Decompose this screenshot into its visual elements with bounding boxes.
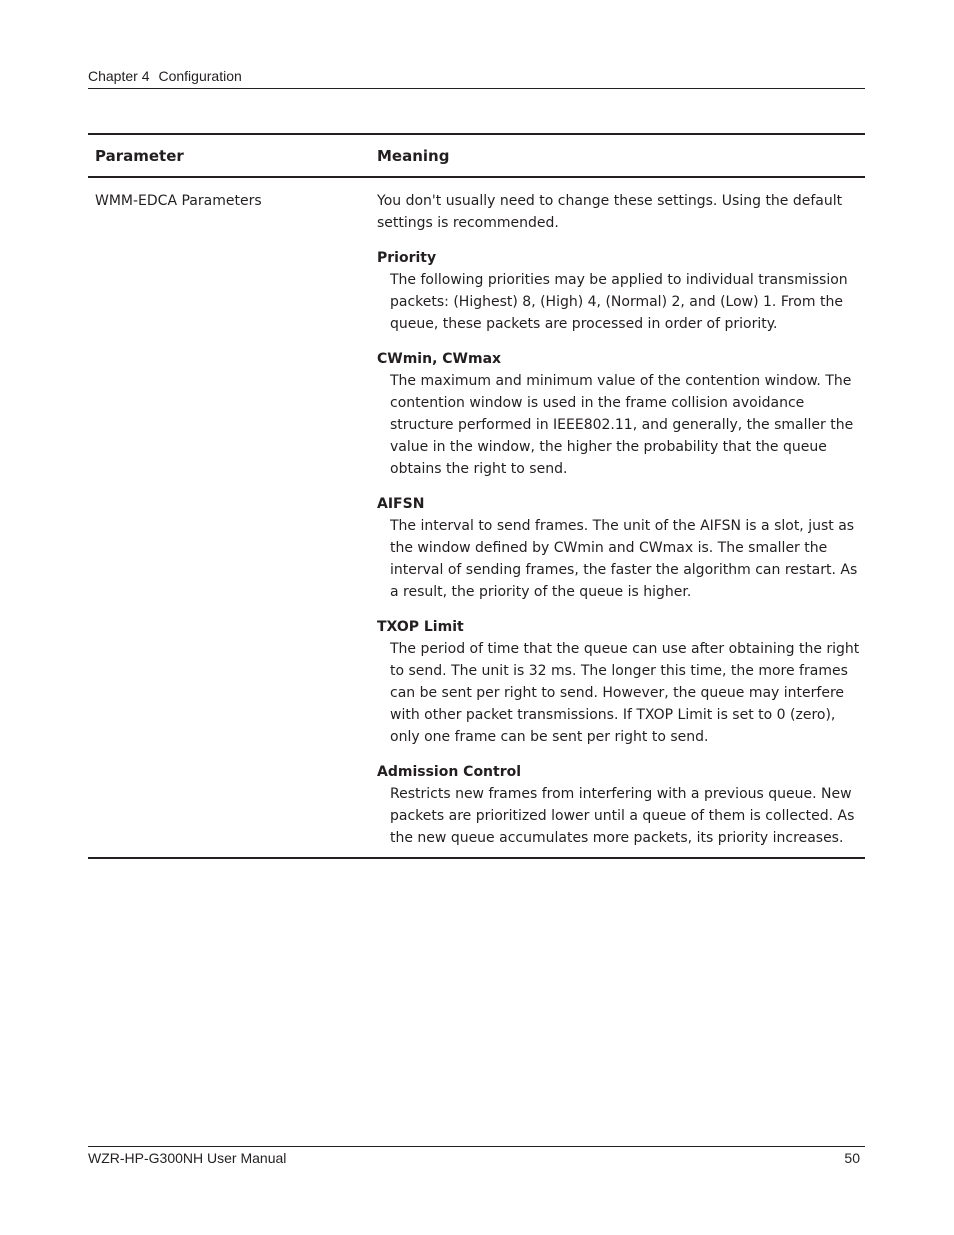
section-label: Configuration <box>158 68 242 84</box>
section-body: The following priorities may be applied to individual transmission packets: (Highest) 8, (High) 4, (Normal) 2, and (Low) 1. From the queue, these packets are processed in order of priority. <box>390 272 848 332</box>
parameter-table <box>88 133 865 859</box>
section-txop-limit <box>377 616 861 748</box>
page-number: 50 <box>844 1150 860 1166</box>
table-row <box>88 178 865 857</box>
meaning-cell <box>377 190 865 849</box>
running-footer <box>88 1146 865 1167</box>
section-body: The maximum and minimum value of the contention window. The contention window is used in the frame collision avoidance structure performed in IEEE802.11, and generally, the smaller the value in the window, the higher the probability that the queue obtains the right to send. <box>390 373 854 477</box>
meaning-intro: You don't usually need to change these settings. Using the default settings is recommended. <box>377 193 843 231</box>
section-body: The period of time that the queue can use after obtaining the right to send. The unit is 32 ms. The longer this time, the more frames can be sent per right to send. However, the queue may interfere with other packet transmissions. If TXOP Limit is set to 0 (zero), only one frame can be sent per right to send. <box>390 641 860 745</box>
section-body: The interval to send frames. The unit of the AIFSN is a slot, just as the window defined by CWmin and CWmax is. The smaller the interval of sending frames, the faster the algorithm can restart. As a result, the priority of the queue is higher. <box>390 518 858 600</box>
running-header <box>88 66 865 89</box>
section-aifsn <box>377 493 861 603</box>
section-title: TXOP Limit <box>377 619 464 635</box>
section-title: AIFSN <box>377 496 425 512</box>
section-title: Priority <box>377 250 437 266</box>
column-header-parameter: Parameter <box>95 146 184 165</box>
column-header-meaning: Meaning <box>377 146 450 165</box>
section-title: Admission Control <box>377 764 522 780</box>
section-cwmin-cwmax <box>377 348 861 480</box>
section-body: Restricts new frames from interfering with a previous queue. New packets are prioritized lower until a queue of them is collected. As the new queue accumulates more packets, its priority increases. <box>390 786 855 846</box>
section-admission-control <box>377 761 861 849</box>
section-title: CWmin, CWmax <box>377 351 502 367</box>
parameter-cell: WMM-EDCA Parameters <box>95 193 262 209</box>
table-header-row <box>88 135 865 178</box>
section-priority <box>377 247 861 335</box>
chapter-label: Chapter 4 <box>88 68 150 84</box>
manual-title: WZR-HP-G300NH User Manual <box>88 1150 287 1166</box>
